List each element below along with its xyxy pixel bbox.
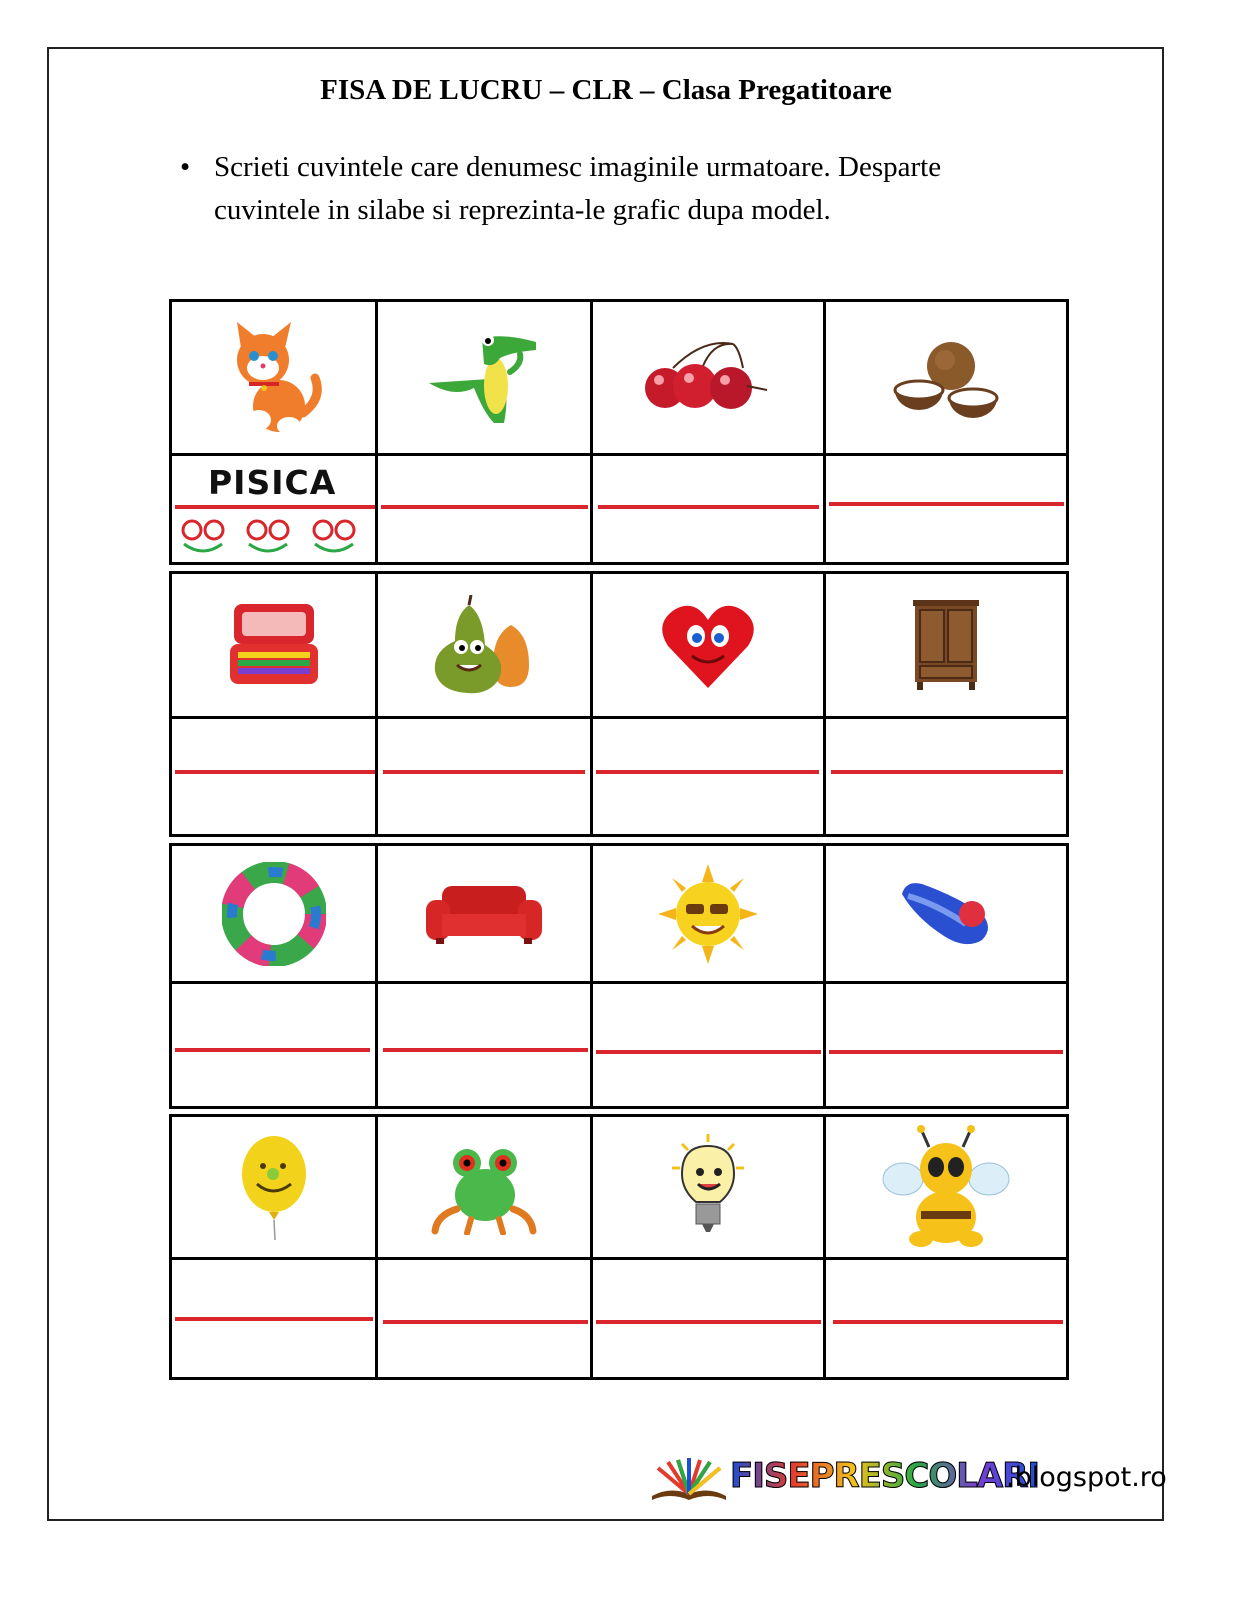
footer-brand: FISEPRESCOLARI [730, 1456, 1040, 1496]
cherries-icon [593, 302, 823, 453]
crocodile-icon [378, 302, 590, 453]
word-grid-row-4 [169, 1114, 1069, 1380]
open-book-icon [648, 1458, 730, 1507]
balloon-icon [172, 1117, 375, 1257]
pencil-case-icon [172, 574, 375, 716]
worksheet-title: FISA DE LUCRU – CLR – Clasa Pregatitoare [320, 74, 892, 106]
sofa-icon [378, 846, 590, 981]
swim-ring-icon [172, 846, 375, 981]
writing-line [598, 505, 819, 509]
coconut-icon [826, 302, 1066, 453]
writing-line [831, 770, 1063, 774]
writing-line [596, 770, 819, 774]
slipper-icon [826, 846, 1066, 981]
writing-line [175, 1048, 370, 1052]
heart-icon [593, 574, 823, 716]
writing-line [383, 1048, 588, 1052]
writing-line [381, 505, 588, 509]
bullet: • [180, 151, 191, 183]
writing-line [829, 1050, 1063, 1054]
writing-line [596, 1050, 821, 1054]
writing-line [833, 1320, 1063, 1324]
word-grid-row-3 [169, 843, 1069, 1109]
writing-line [175, 1317, 373, 1321]
wardrobe-icon [826, 574, 1066, 716]
bee-icon [826, 1117, 1066, 1257]
footer-logo [648, 1452, 1167, 1504]
frog-icon [378, 1117, 590, 1257]
writing-line [829, 502, 1064, 506]
word-grid-row-1 [169, 299, 1069, 565]
light-bulb-icon [593, 1117, 823, 1257]
writing-line [175, 770, 375, 774]
writing-line [383, 770, 585, 774]
writing-line [383, 1320, 588, 1324]
word-grid-row-2 [169, 571, 1069, 837]
example-word: PISICA [208, 463, 337, 502]
pears-icon [378, 574, 590, 716]
cat-icon [172, 302, 375, 453]
writing-line [175, 505, 375, 509]
instruction-text: Scrieti cuvintele care denumesc imaginile urmatoare. Desparte cuvintele in silabe si reprezinta-le grafic dupa model. [214, 151, 942, 226]
footer-domain: .blogspot.ro [1006, 1462, 1167, 1493]
sun-icon [593, 846, 823, 981]
syllable-diagram [180, 514, 372, 563]
writing-line [596, 1320, 821, 1324]
